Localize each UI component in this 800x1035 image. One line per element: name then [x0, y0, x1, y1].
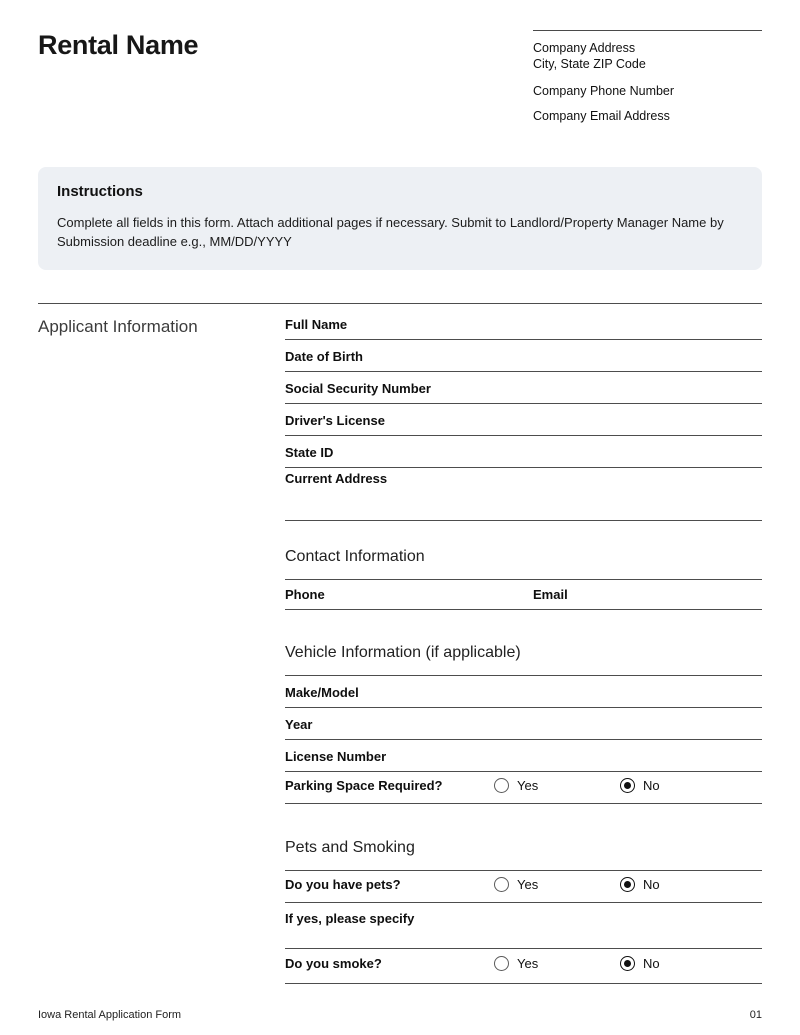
smoke-yes-label: Yes [517, 956, 539, 971]
pets-specify-label: If yes, please specify [285, 911, 415, 926]
make-model-label: Make/Model [285, 685, 359, 700]
field-row-smoke [285, 949, 762, 984]
pets-no-option[interactable] [620, 877, 660, 892]
drivers-license-label: Driver's License [285, 413, 385, 428]
company-city-state-zip: City, State ZIP Code [533, 56, 646, 71]
email-input[interactable] [568, 587, 762, 602]
instructions-heading: Instructions [57, 183, 143, 200]
parking-yes-radio[interactable] [494, 778, 509, 793]
instructions-box [38, 167, 762, 270]
smoke-question-label: Do you smoke? [285, 956, 382, 971]
company-address: Company Address [533, 41, 636, 55]
field-row-pets-specify [285, 903, 762, 949]
year-label: Year [285, 717, 313, 732]
pets-specify-input[interactable] [414, 911, 762, 941]
smoke-no-label: No [643, 956, 660, 971]
smoke-yes-radio[interactable] [494, 956, 509, 971]
pets-question-label: Do you have pets? [285, 876, 401, 892]
smoke-no-option[interactable] [620, 956, 660, 971]
contact-information-heading: Contact Information [285, 548, 762, 580]
field-row-current-address [285, 468, 762, 521]
header [38, 0, 762, 133]
smoke-no-radio[interactable] [620, 956, 635, 971]
parking-no-option[interactable] [620, 778, 660, 793]
side-column [38, 304, 285, 337]
smoke-yes-option[interactable] [494, 956, 620, 971]
pets-no-label: No [643, 876, 660, 892]
year-input[interactable] [312, 708, 762, 732]
form-column [285, 304, 762, 984]
pets-and-smoking-heading: Pets and Smoking [285, 839, 762, 871]
state-id-label: State ID [285, 445, 334, 460]
phone-half [285, 587, 533, 602]
parking-question-label: Parking Space Required? [285, 777, 443, 793]
field-row-date-of-birth [285, 340, 762, 372]
parking-no-label: No [643, 777, 660, 793]
company-info-block [533, 30, 762, 133]
footer-document-name: Iowa Rental Application Form [38, 1009, 182, 1021]
company-phone: Company Phone Number [533, 84, 675, 98]
parking-yes-label: Yes [517, 777, 539, 793]
field-row-license-number [285, 740, 762, 772]
parking-no-radio[interactable] [620, 778, 635, 793]
email-label: Email [533, 587, 568, 602]
phone-label: Phone [285, 587, 325, 602]
make-model-input[interactable] [359, 676, 762, 700]
field-row-phone-email [285, 580, 762, 610]
state-id-input[interactable] [333, 436, 762, 460]
field-row-make-model [285, 676, 762, 708]
pets-yes-label: Yes [517, 876, 539, 892]
ssn-input[interactable] [431, 372, 762, 396]
field-row-drivers-license [285, 404, 762, 436]
full-name-input[interactable] [347, 304, 762, 332]
field-row-year [285, 708, 762, 740]
current-address-label: Current Address [285, 471, 388, 486]
phone-input[interactable] [325, 587, 533, 602]
instructions-body: Complete all fields in this form. Attach additional pages if necessary. Submit to Landlord/Property Manager Name by Submission deadline e.g., MM/DD/YYYY [57, 215, 724, 249]
pets-yes-radio[interactable] [494, 877, 509, 892]
ssn-label: Social Security Number [285, 381, 431, 396]
pets-yes-option[interactable] [494, 877, 620, 892]
current-address-input[interactable] [387, 471, 762, 513]
parking-yes-option[interactable] [494, 778, 620, 793]
footer-page-number: 01 [749, 1009, 762, 1021]
vehicle-information-heading: Vehicle Information (if applicable) [285, 644, 762, 676]
field-row-state-id [285, 436, 762, 468]
full-name-label: Full Name [285, 317, 348, 332]
page-title: Rental Name [38, 30, 199, 60]
pets-no-radio[interactable] [620, 877, 635, 892]
company-email: Company Email Address [533, 108, 670, 123]
license-number-input[interactable] [386, 740, 762, 764]
field-row-ssn [285, 372, 762, 404]
license-number-label: License Number [285, 749, 387, 764]
date-of-birth-input[interactable] [363, 340, 762, 364]
field-row-parking-required [285, 772, 762, 804]
drivers-license-input[interactable] [385, 404, 762, 428]
applicant-information-heading: Applicant Information [38, 317, 198, 336]
footer [38, 1009, 762, 1021]
form-main [38, 304, 762, 984]
company-address-group [533, 41, 762, 72]
field-row-have-pets [285, 871, 762, 903]
field-row-full-name [285, 304, 762, 340]
date-of-birth-label: Date of Birth [285, 349, 363, 364]
email-half [533, 587, 762, 602]
